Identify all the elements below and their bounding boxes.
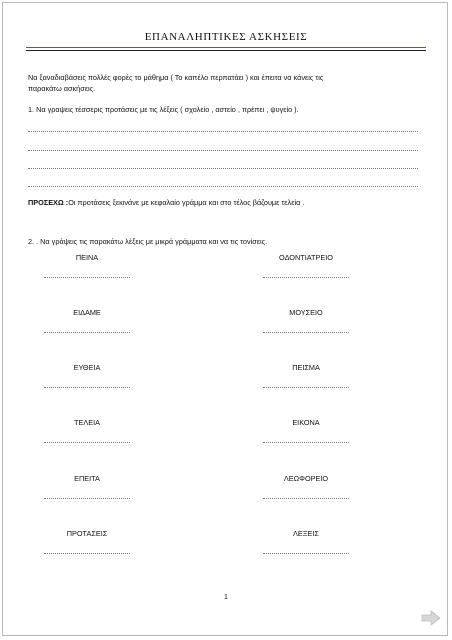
- word-right-3: ΠΕΙΣΜΑ: [292, 363, 320, 372]
- page-title: ΕΠΑΝΑΛΗΠΤΙΚΕΣ ΑΣΚΗΣΕΙΣ: [144, 31, 308, 43]
- word-answer-line-left-6[interactable]: [44, 553, 130, 554]
- page-number: 1: [224, 594, 228, 601]
- document-page: [2, 2, 448, 636]
- word-answer-line-right-1[interactable]: [263, 277, 349, 278]
- word-right-6: ΛΕΞΕΙΣ: [293, 529, 319, 538]
- note: [28, 198, 304, 208]
- word-answer-line-right-2[interactable]: [263, 332, 349, 333]
- word-left-4: ΤΕΛΕΙΑ: [74, 418, 100, 427]
- title-rule-red: [26, 47, 426, 48]
- word-right-4: ΕΙΚΟΝΑ: [292, 418, 320, 427]
- answer-line-3[interactable]: [28, 168, 418, 169]
- right-arrow-icon[interactable]: [421, 610, 441, 626]
- word-answer-line-right-6[interactable]: [263, 553, 349, 554]
- word-answer-line-right-3[interactable]: [263, 387, 349, 388]
- word-left-6: ΠΡΟΤΑΣΕΙΣ: [66, 529, 108, 538]
- answer-line-4[interactable]: [28, 186, 418, 187]
- word-left-3: ΕΥΘΕΙΑ: [73, 363, 101, 372]
- word-answer-line-left-4[interactable]: [44, 442, 130, 443]
- title-rule-dark: [26, 50, 426, 51]
- intro-line-1: Να ξαναδιαβάσεις πολλές φορές το μάθημα ( Το καπέλο περπατάει ) και έπειτα να κάνεις τις: [28, 73, 324, 82]
- word-left-5: ΕΠΕΙΤΑ: [74, 474, 100, 483]
- word-answer-line-left-1[interactable]: [44, 277, 130, 278]
- note-label: ΠΡΟΣΕΧΩ :: [28, 198, 69, 207]
- word-answer-line-right-4[interactable]: [263, 442, 349, 443]
- note-text: Οι προτάσεις ξεκινάνε με κεφαλαίο γράμμα και στο τέλος βάζουμε τελεία .: [68, 198, 305, 207]
- exercise-2-instruction: 2. . Να γράψεις τις παρακάτω λέξεις με μικρά γράμματα και να τις τονίσεις.: [28, 237, 268, 246]
- word-answer-line-left-5[interactable]: [44, 498, 130, 499]
- word-answer-line-left-3[interactable]: [44, 387, 130, 388]
- exercise-1-instruction: 1. Να γραψεις τέσσερις προτάσεις με τις λέξεις ( σχολείο , αστείο , πρέπει , ψυγείο ).: [28, 105, 299, 114]
- word-right-5: ΛΕΩΦΟΡΕΙΟ: [283, 474, 329, 483]
- answer-line-2[interactable]: [28, 150, 418, 151]
- word-left-1: ΠΕΙΝΑ: [75, 253, 99, 262]
- word-answer-line-left-2[interactable]: [44, 332, 130, 333]
- word-left-2: ΕΙΔΑΜΕ: [73, 308, 101, 317]
- word-right-2: ΜΟΥΣΕΙΟ: [289, 308, 323, 317]
- word-right-1: ΟΔΟΝΤΙΑΤΡΕΙΟ: [279, 253, 333, 262]
- intro-line-2: παρακάτω ασκήσεις.: [28, 84, 96, 93]
- answer-line-1[interactable]: [28, 131, 418, 132]
- word-answer-line-right-5[interactable]: [263, 498, 349, 499]
